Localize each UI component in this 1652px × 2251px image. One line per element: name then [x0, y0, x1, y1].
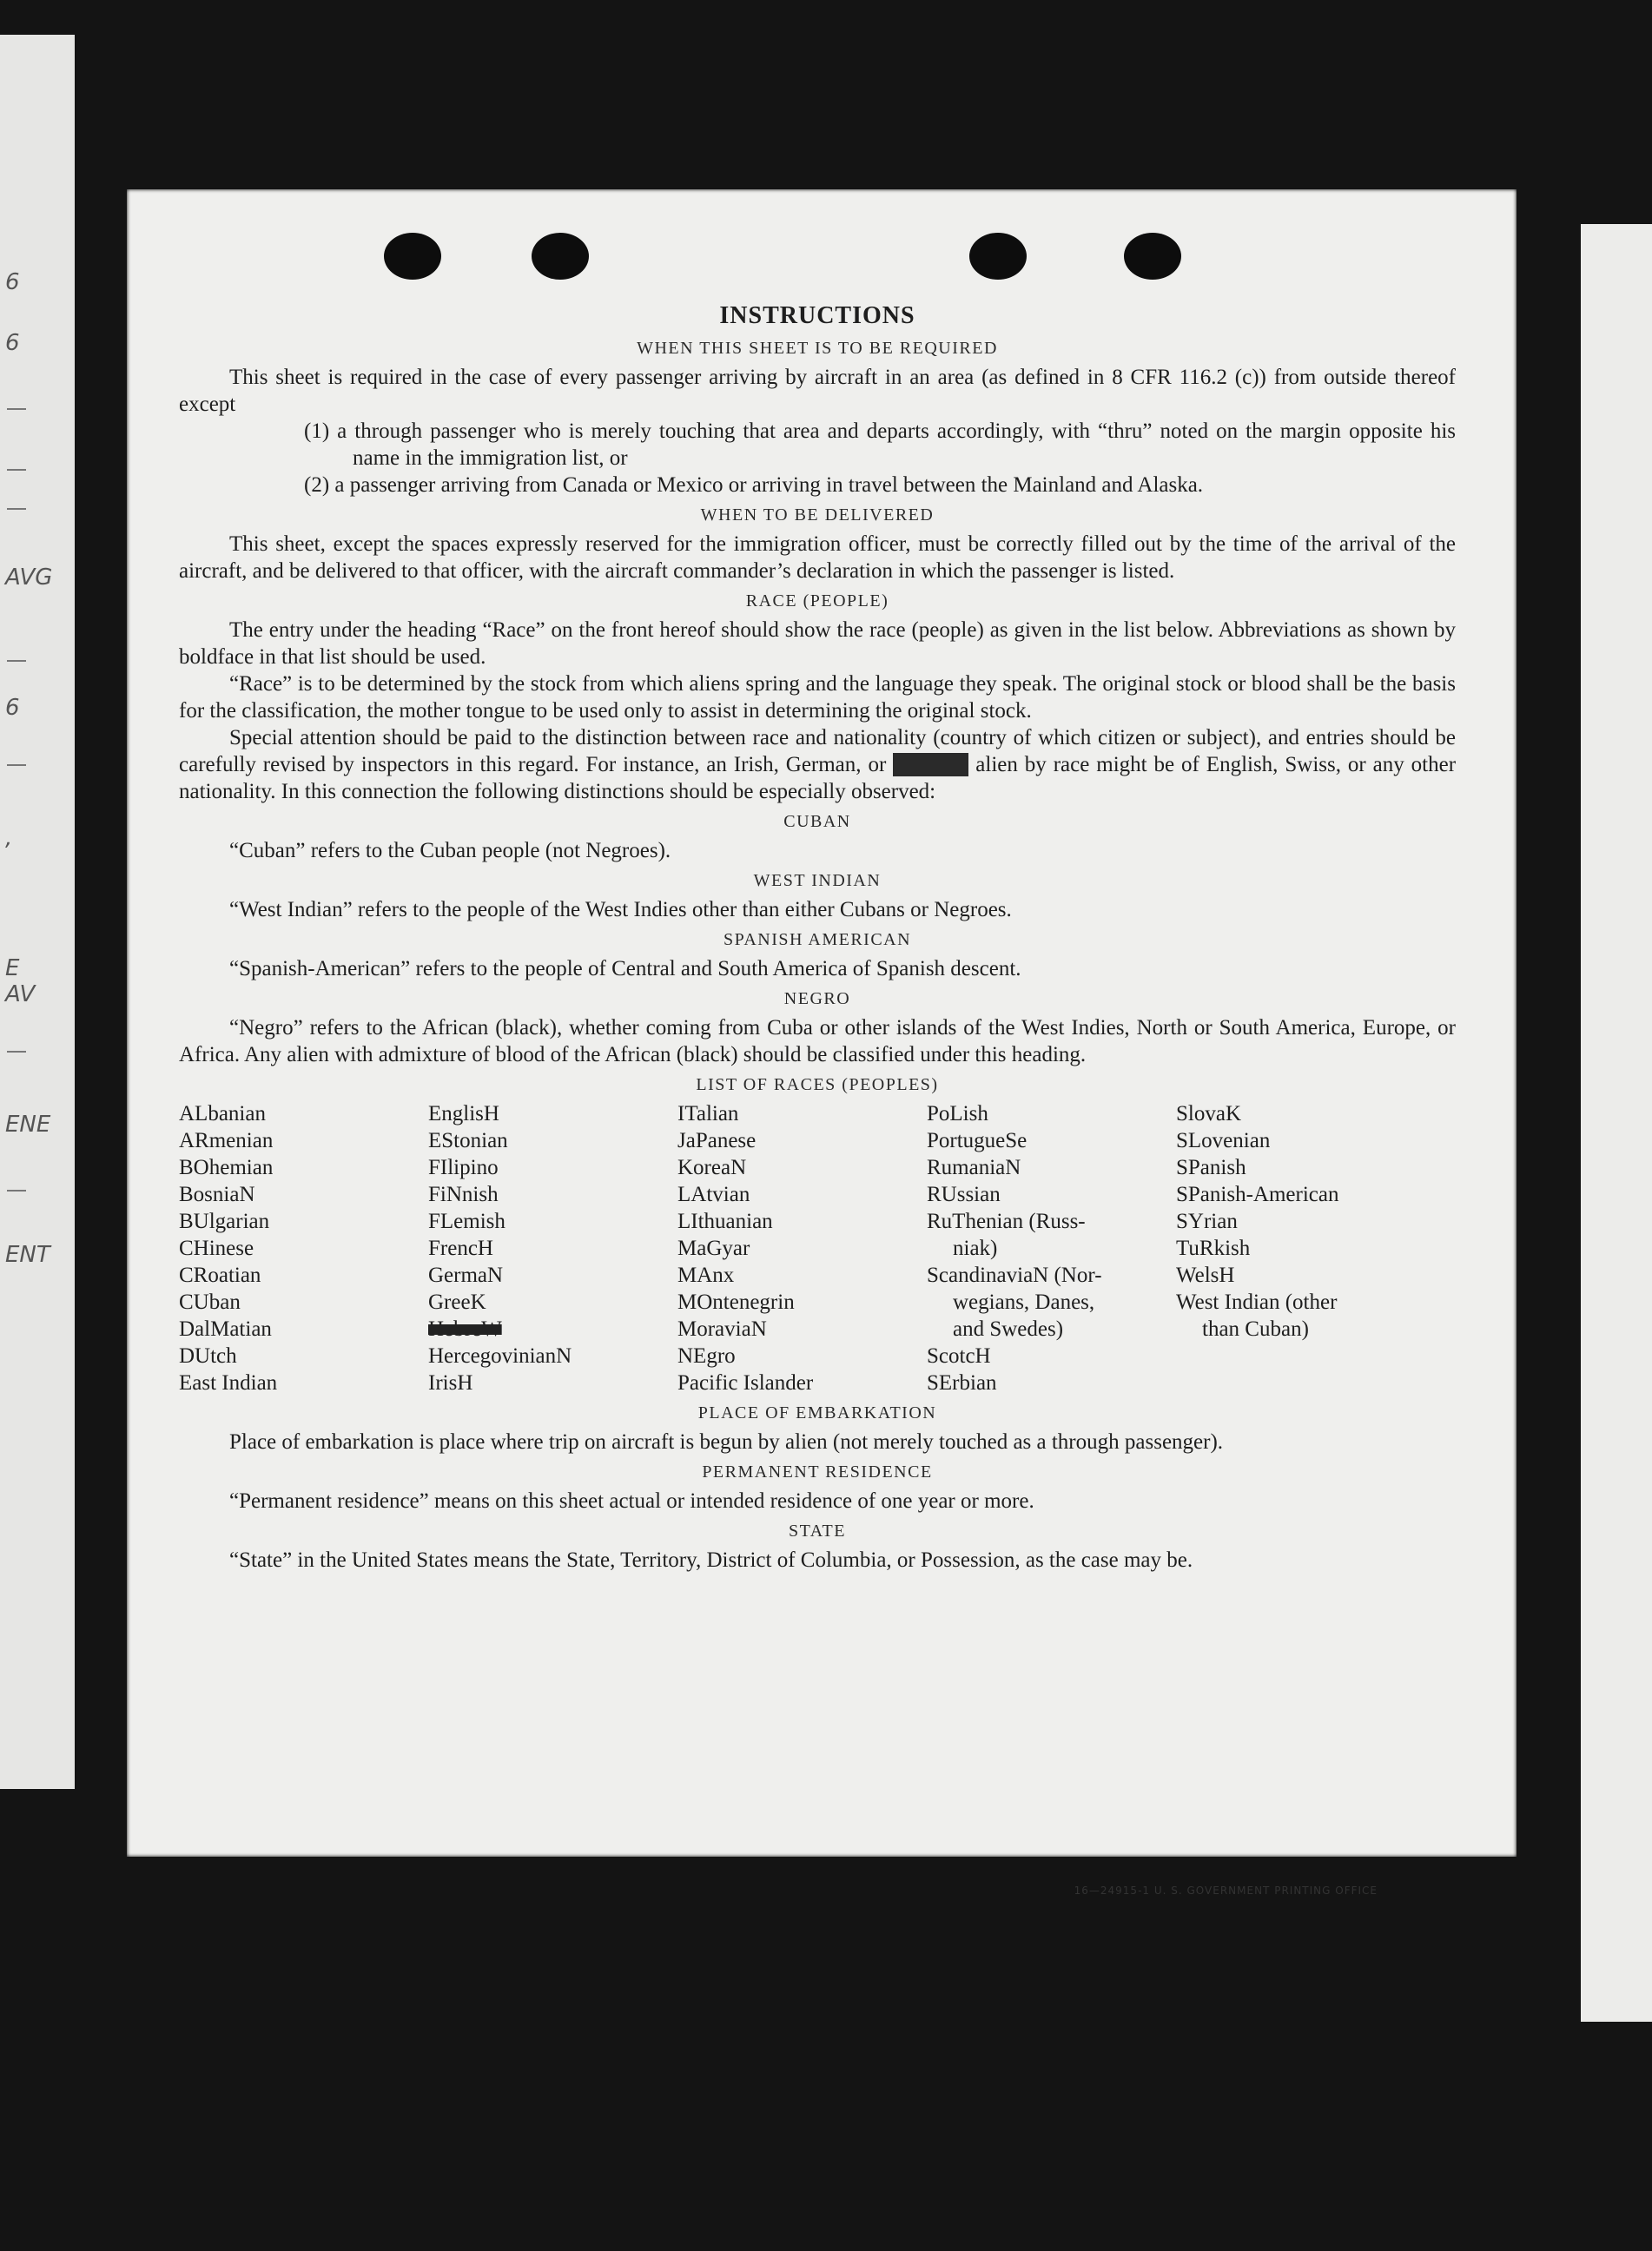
race-paragraph — [179, 724, 1456, 805]
race-entry: wegians, Danes, — [953, 1291, 1095, 1314]
race-entry: CUban — [179, 1291, 241, 1314]
races-table — [179, 1100, 1456, 1396]
when-required-intro: This sheet is required in the case of every passenger arriving by aircraft in an area (as defined in 8 CFR 116.2 (c)) from outside thereof except — [179, 366, 1456, 416]
heading-spanish-american: SPANISH AMERICAN — [723, 930, 912, 949]
race-entry: ScandinaviaN (Nor- — [927, 1264, 1102, 1287]
punch-hole — [969, 233, 1027, 280]
race-entry: PoLish — [927, 1102, 988, 1126]
race-entry: ARmenian — [179, 1129, 274, 1152]
race-entry: SLovenian — [1176, 1129, 1271, 1152]
race-entry: DalMatian — [179, 1317, 272, 1341]
race-entry: ScotcH — [927, 1344, 991, 1368]
race-entry: FiNnish — [428, 1183, 499, 1206]
margin-mark: 6 — [5, 695, 20, 721]
margin-mark: ENE — [5, 1112, 51, 1138]
exception-item: (2) a passenger arriving from Canada or Mexico or arriving in travel between the Mainland and Alaska. — [304, 473, 1204, 497]
race-paragraph: The entry under the heading “Race” on the front hereof should show the race (people) as given in the list below. Abbreviations as shown by boldface in that list should be used. — [179, 618, 1456, 669]
margin-tick — [7, 408, 26, 410]
race-entry: LAtvian — [677, 1183, 750, 1206]
race-entry: HercegovinianN — [428, 1344, 572, 1368]
race-entry: niak) — [953, 1237, 998, 1260]
race-entry: SPanish — [1176, 1156, 1246, 1179]
race-entry: KoreaN — [677, 1156, 747, 1179]
race-entry: and Swedes) — [953, 1317, 1064, 1341]
race-entry: BUlgarian — [179, 1210, 270, 1233]
race-entry: than Cuban) — [1202, 1317, 1309, 1341]
embarkation-text: Place of embarkation is place where trip on aircraft is begun by alien (not merely touched as a through passenger). — [229, 1430, 1224, 1454]
heading-negro: NEGRO — [783, 989, 851, 1008]
heading-race: RACE (PEOPLE) — [745, 591, 889, 611]
race-entry: EnglisH — [428, 1102, 499, 1126]
adjacent-page-left — [0, 35, 75, 1789]
margin-mark: 6 — [5, 330, 20, 356]
negro-text: “Negro” refers to the African (black), whether coming from Cuba or other islands of the West Indies, North or South America, Europe, or Africa. Any alien with admixture of blood of the African (black) should be classified under this heading. — [179, 1016, 1456, 1066]
margin-tick — [7, 764, 26, 766]
race-entry: IrisH — [428, 1371, 473, 1395]
race-entry: West Indian (other — [1176, 1291, 1338, 1314]
races-column — [179, 1100, 428, 1396]
race-entry: MaGyar — [677, 1237, 750, 1260]
margin-tick — [7, 508, 26, 510]
margin-tick — [7, 1051, 26, 1053]
margin-mark: ENT — [5, 1242, 50, 1268]
race-p3-end: alien by race might be of English, Swiss, or any other nationality. In this connection the following distinctions should be especially observed: — [179, 753, 1457, 803]
race-entry: CRoatian — [179, 1264, 261, 1287]
race-entry: SPanish-American — [1176, 1183, 1339, 1206]
west-indian-text: “West Indian” refers to the people of the West Indies other than either Cubans or Negroes. — [229, 898, 1012, 921]
heading-embarkation: PLACE OF EMBARKATION — [697, 1403, 937, 1423]
race-entry: MoraviaN — [677, 1317, 767, 1341]
race-entry: GermaN — [428, 1264, 504, 1287]
punch-hole — [532, 233, 589, 280]
race-entry: East Indian — [179, 1371, 278, 1395]
heading-when-delivered: WHEN TO BE DELIVERED — [700, 505, 935, 525]
races-column — [927, 1100, 1176, 1396]
race-p3-start: Special attention should be paid to the distinction between race and nationality (country of which citizen or subject), and entries should be carefully revised by inspectors in this regard. For instance, an Irish, German, or — [179, 726, 1456, 776]
race-entry: MOntenegrin — [677, 1291, 795, 1314]
race-entry: HebreW — [428, 1317, 502, 1341]
margin-tick — [7, 469, 26, 471]
race-entry: MAnx — [677, 1264, 735, 1287]
when-delivered-text: This sheet, except the spaces expressly reserved for the immigration officer, must be correctly filled out by the time of the arrival of the aircraft, and be delivered to that officer, with the aircraft commander’s declaration in which the passenger is listed. — [179, 532, 1456, 583]
race-entry: JaPanese — [677, 1129, 757, 1152]
heading-west-indian: WEST INDIAN — [753, 871, 882, 890]
race-entry: WelsH — [1176, 1264, 1235, 1287]
margin-tick — [7, 1190, 26, 1192]
cuban-text: “Cuban” refers to the Cuban people (not Negroes). — [229, 839, 671, 862]
page-title: INSTRUCTIONS — [719, 302, 915, 329]
state-text: “State” in the United States means the State, Territory, District of Columbia, or Possession, as the case may be. — [229, 1548, 1193, 1572]
race-entry: FLemish — [428, 1210, 506, 1233]
race-entry: Pacific Islander — [677, 1371, 814, 1395]
races-column — [1176, 1100, 1428, 1396]
race-entry: SErbian — [927, 1371, 997, 1395]
races-column — [428, 1100, 677, 1396]
race-entry: RumaniaN — [927, 1156, 1021, 1179]
margin-mark: , — [5, 825, 13, 851]
punch-hole — [1124, 233, 1181, 280]
heading-cuban: CUBAN — [783, 812, 851, 831]
race-entry: ITalian — [677, 1102, 739, 1126]
heading-state: STATE — [789, 1522, 846, 1541]
race-entry: FrencH — [428, 1237, 493, 1260]
spanish-american-text: “Spanish-American” refers to the people of Central and South America of Spanish descent. — [229, 957, 1021, 980]
margin-mark: E — [5, 955, 20, 981]
margin-tick — [7, 660, 26, 662]
margin-mark: AV — [5, 981, 36, 1007]
race-entry: CHinese — [179, 1237, 254, 1260]
races-column — [677, 1100, 927, 1396]
heading-races-list: LIST OF RACES (PEOPLES) — [696, 1075, 939, 1094]
race-entry: FIlipino — [428, 1156, 499, 1179]
margin-mark: AVG — [5, 564, 53, 591]
race-entry: PortugueSe — [927, 1129, 1028, 1152]
race-entry: LIthuanian — [677, 1210, 773, 1233]
heading-residence: PERMANENT RESIDENCE — [702, 1462, 933, 1482]
punch-hole — [384, 233, 441, 280]
margin-mark: 6 — [5, 269, 20, 295]
race-entry: RUssian — [927, 1183, 1001, 1206]
race-entry: NEgro — [677, 1344, 736, 1368]
exception-item: (1) a through passenger who is merely touching that area and departs accordingly, with “thru” noted on the margin opposite his name in the immigration list, or — [304, 419, 1456, 470]
instruction-sheet — [127, 189, 1517, 1897]
race-entry: RuThenian (Russ- — [927, 1210, 1086, 1233]
heading-when-required: WHEN THIS SHEET IS TO BE REQUIRED — [637, 339, 998, 358]
race-entry: TuRkish — [1176, 1237, 1251, 1260]
race-entry: SlovaK — [1176, 1102, 1241, 1126]
race-entry: SYrian — [1176, 1210, 1238, 1233]
race-entry: BOhemian — [179, 1156, 274, 1179]
race-entry: GreeK — [428, 1291, 486, 1314]
print-code: 16—24915-1 U. S. GOVERNMENT PRINTING OFFICE — [1074, 1885, 1378, 1897]
race-entry: DUtch — [179, 1344, 237, 1368]
race-entry: ALbanian — [179, 1102, 266, 1126]
race-entry: EStonian — [428, 1129, 508, 1152]
adjacent-page-right — [1581, 224, 1652, 2022]
residence-text: “Permanent residence” means on this sheet actual or intended residence of one year or more. — [229, 1489, 1034, 1513]
redacted-word — [893, 753, 968, 776]
sheet-content — [179, 302, 1456, 1574]
race-entry: BosniaN — [179, 1183, 255, 1206]
race-paragraph: “Race” is to be determined by the stock from which aliens spring and the language they speak. The original stock or blood shall be the basis for the classification, the mother tongue to be used only to assist in determining the original stock. — [179, 672, 1456, 723]
